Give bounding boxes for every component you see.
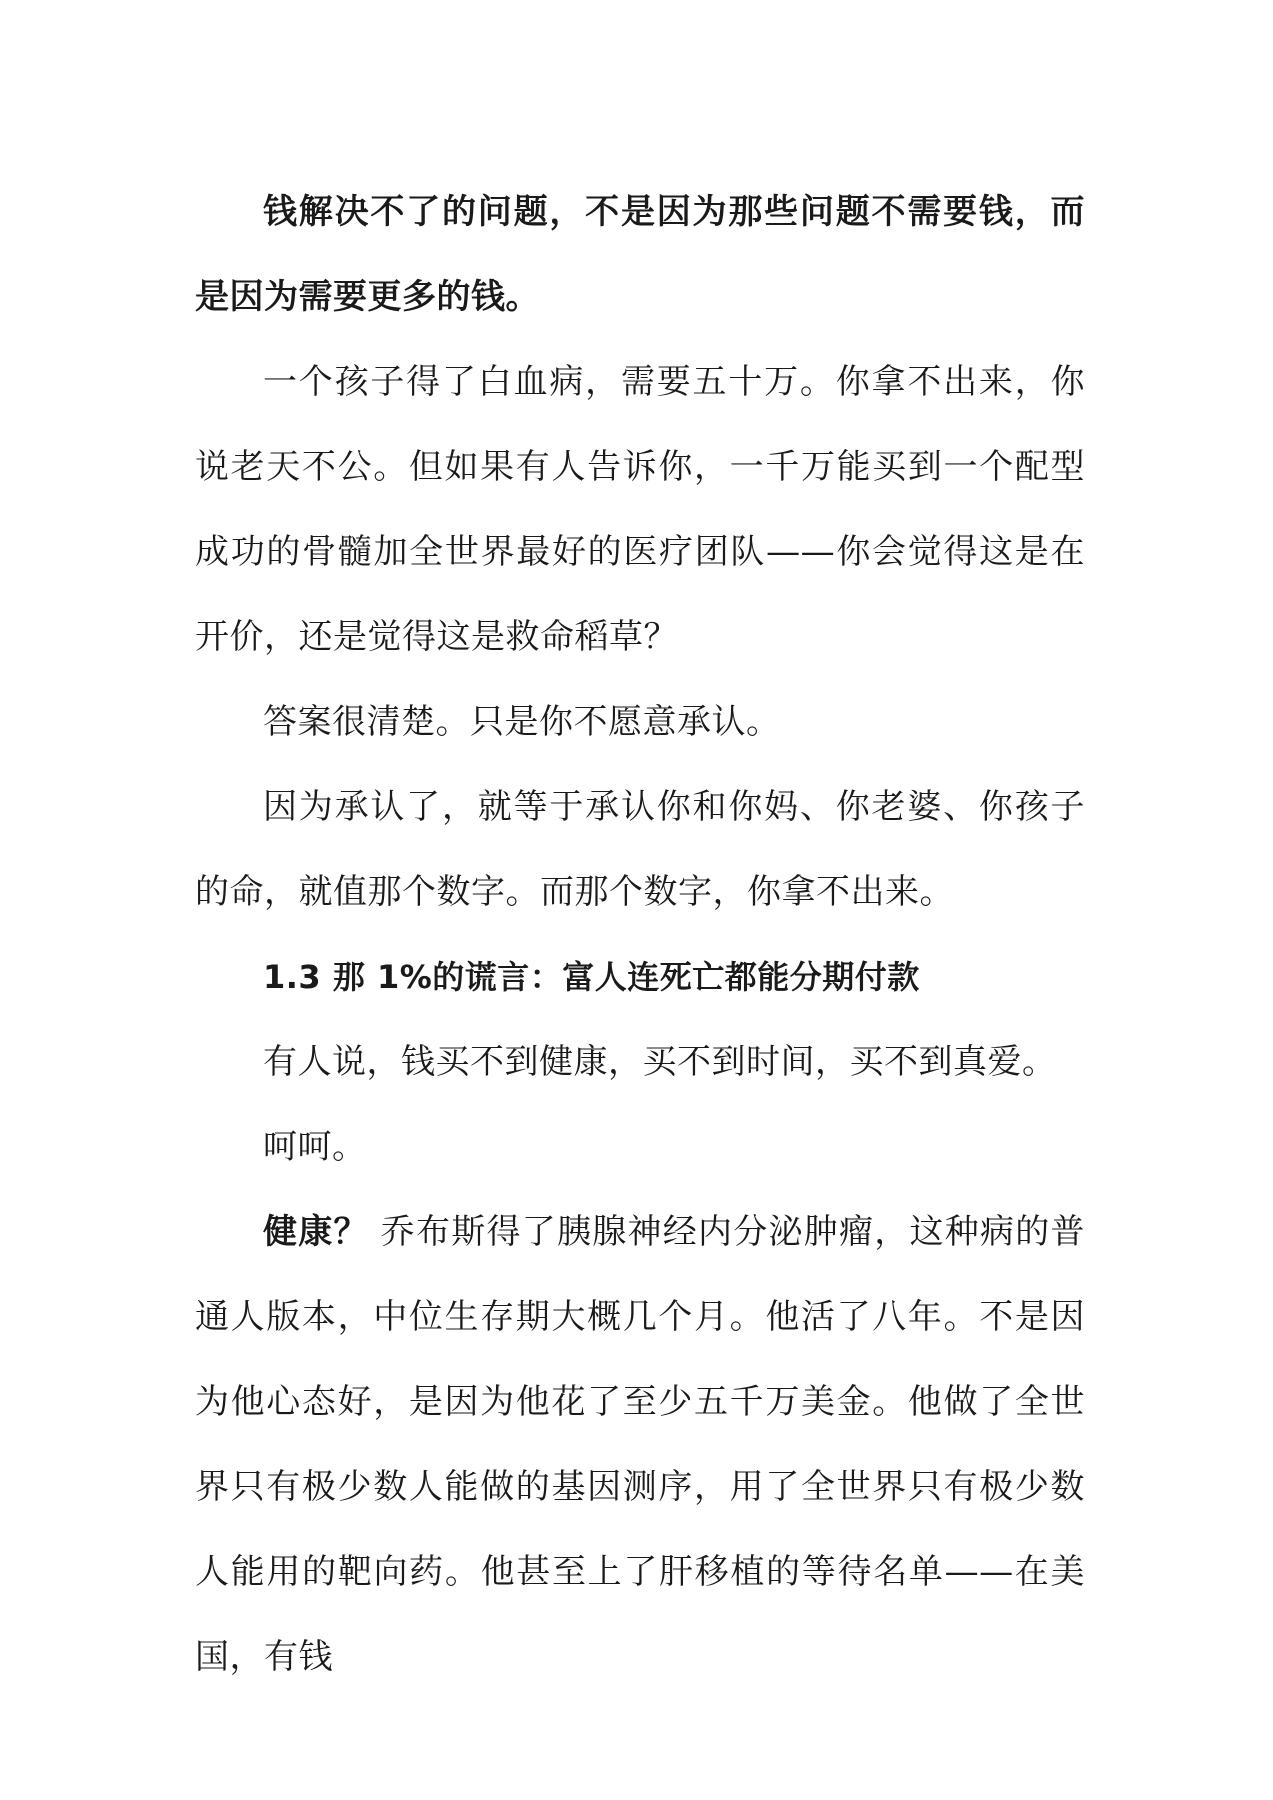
paragraph-bold-thesis: 钱解决不了的问题，不是因为那些问题不需要钱，而是因为需要更多的钱。 xyxy=(195,192,1085,317)
section-heading: 1.3 那 1%的谎言：富人连死亡都能分期付款 xyxy=(263,958,920,996)
paragraph-leukemia-example: 一个孩子得了白血病，需要五十万。你拿不出来，你说老天不公。但如果有人告诉你，一千万能买到一个配型成功的骨髓加全世界最好的医疗团队——你会觉得这是在开价，还是觉得这是救命稻草？ xyxy=(195,362,1085,657)
document-body xyxy=(195,170,1085,1700)
paragraph-laugh: 呵呵。 xyxy=(263,1127,367,1167)
paragraph-health-jobs-text: 乔布斯得了胰腺神经内分泌肿瘤，这种病的普通人版本，中位生存期大概几个月。他活了八年。不是因为他心态好，是因为他花了至少五千万美金。他做了全世界只有极少数人能做的基因测序，用了全世界只有极少数人能用的靶向药。他甚至上了肝移植的等待名单——在美国，有钱 xyxy=(195,1212,1086,1677)
paragraph-health-jobs xyxy=(195,1190,1085,1700)
paragraph-lead-bold: 健康？ xyxy=(263,1212,369,1252)
paragraph-admission: 因为承认了，就等于承认你和你妈、你老婆、你孩子的命，就值那个数字。而那个数字，你拿不出来。 xyxy=(195,787,1085,912)
paragraph-money-cant-buy: 有人说，钱买不到健康，买不到时间，买不到真爱。 xyxy=(263,1042,1057,1082)
paragraph-answer: 答案很清楚。只是你不愿意承认。 xyxy=(263,702,781,742)
